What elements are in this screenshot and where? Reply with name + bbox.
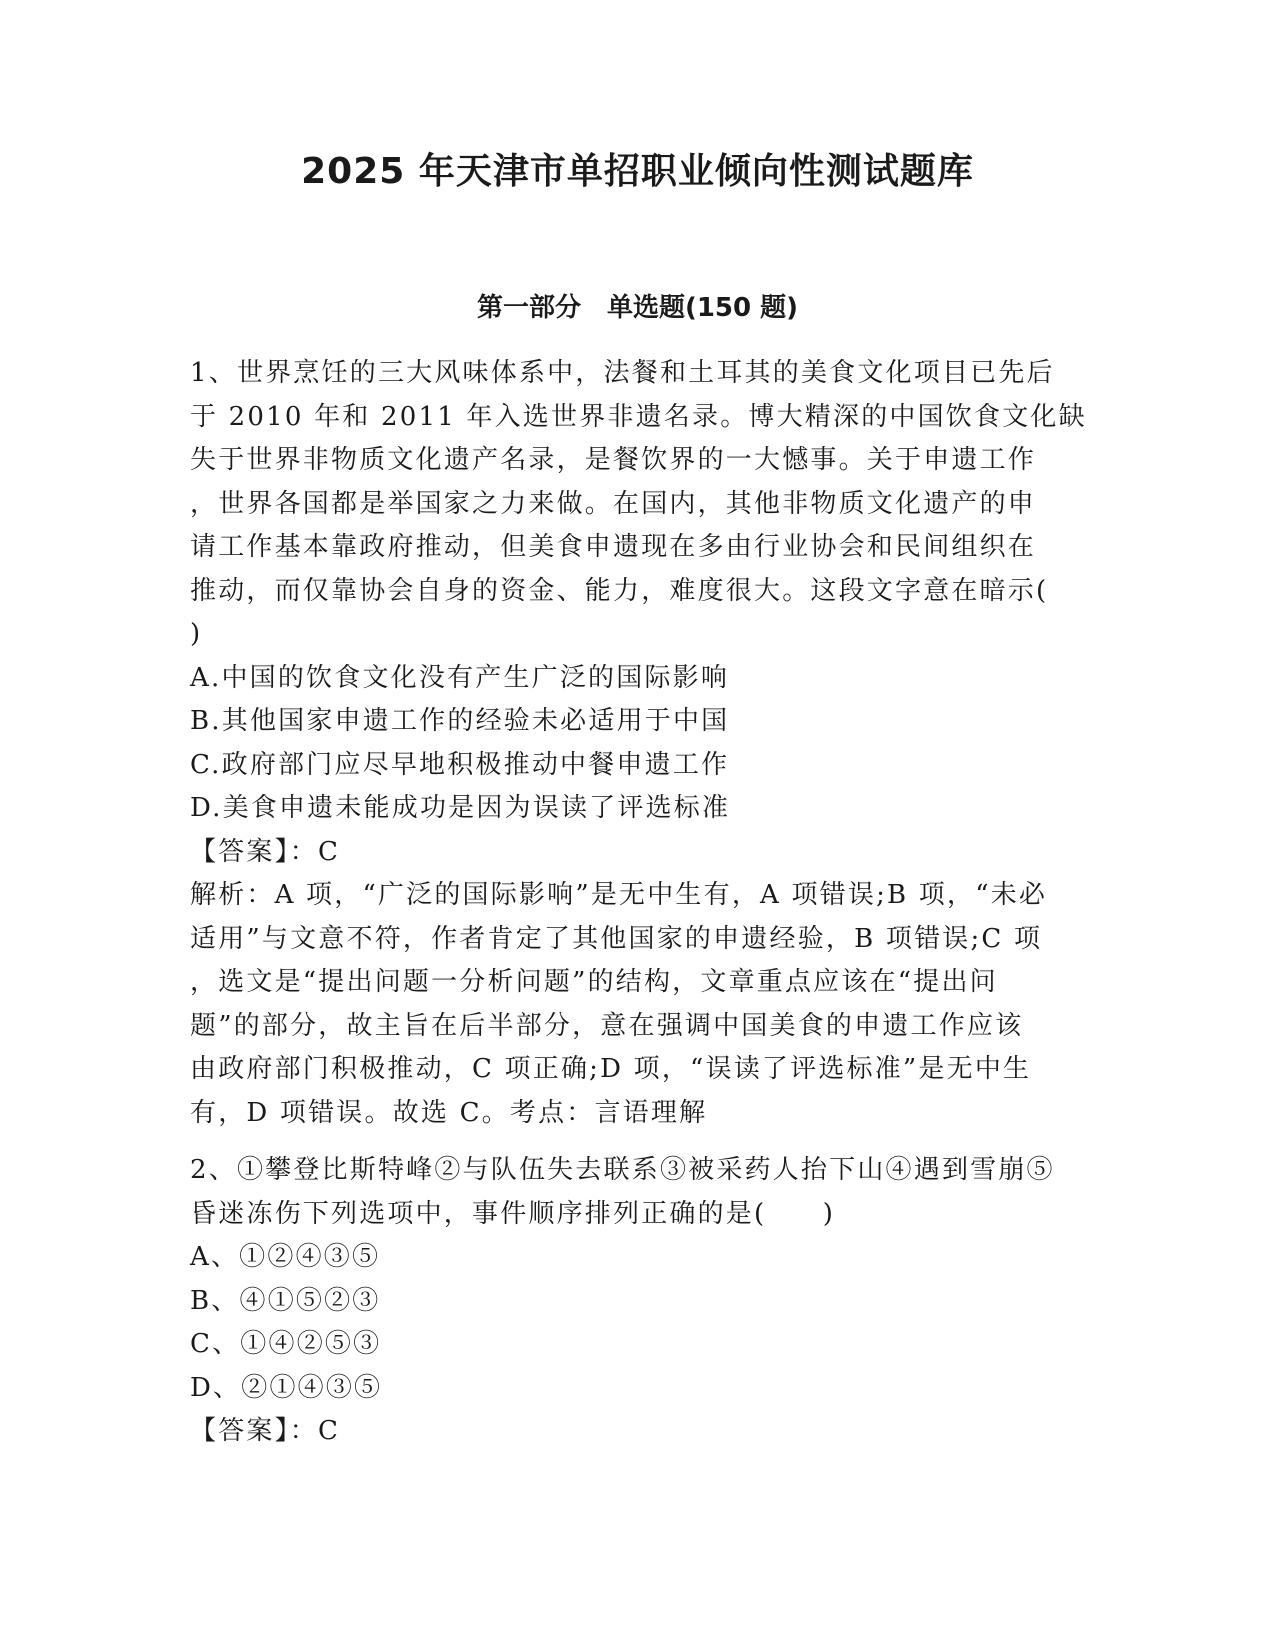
question-stem-line: 1、世界烹饪的三大风味体系中，法餐和土耳其的美食文化项目已先后 (190, 358, 1055, 388)
explanation-line: 题”的部分，故主旨在后半部分，意在强调中国美食的申遗工作应该 (190, 1010, 1024, 1041)
answer-key: 【答案】：C (190, 1416, 341, 1446)
question-2 (190, 1149, 1090, 1454)
question-stem (190, 352, 1090, 657)
explanation-line: ，选文是“提出问题一分析问题”的结构，文章重点应该在“提出问 (190, 967, 998, 997)
answer-options (190, 1236, 1090, 1410)
questions-container (190, 352, 1090, 1454)
section-heading: 第一部分 单选题(150 题) (476, 293, 799, 323)
question-stem-line: 推动，而仅靠协会自身的资金、能力，难度很大。这段文字意在暗示( (190, 575, 1049, 606)
document-title: 2025 年天津市单招职业倾向性测试题库 (301, 151, 974, 192)
question-stem-line: 昏迷冻伤下列选项中，事件顺序排列正确的是( ) (190, 1198, 836, 1229)
question-1 (190, 352, 1090, 1135)
option-b: B.其他国家申遗工作的经验未必适用于中国 (190, 706, 730, 736)
option-a: A.中国的饮食文化没有产生广泛的国际影响 (190, 662, 730, 693)
answer-options (190, 657, 1090, 831)
answer-key: 【答案】：C (190, 836, 341, 867)
option-c: C.政府部门应尽早地积极推动中餐申遗工作 (190, 749, 730, 780)
option-a: A、①②④③⑤ (190, 1242, 381, 1272)
explanation-line: 适用”与文意不符，作者肯定了其他国家的申遗经验，B 项错误;C 项 (190, 923, 1043, 954)
question-stem (190, 1149, 1090, 1236)
question-stem-line: 请工作基本靠政府推动，但美食申遗现在多由行业协会和民间组织在 (190, 532, 1037, 562)
question-stem-line: ) (190, 619, 203, 649)
option-d: D.美食申遗未能成功是因为误读了评选标准 (190, 793, 731, 823)
explanation-line: 由政府部门积极推动，C 项正确;D 项，“误读了评选标准”是无中生 (190, 1054, 1032, 1084)
explanation (190, 874, 1090, 1135)
explanation-line: 解析：A 项，“广泛的国际影响”是无中生有，A 项错误;B 项，“未必 (190, 880, 1048, 910)
option-b: B、④①⑤②③ (190, 1285, 381, 1316)
question-stem-line: 于 2010 年和 2011 年入选世界非遗名录。博大精深的中国饮食文化缺 (190, 401, 1087, 432)
question-stem-line: 失于世界非物质文化遗产名录，是餐饮界的一大憾事。关于申遗工作 (190, 445, 1037, 475)
question-stem-line: ，世界各国都是举国家之力来做。在国内，其他非物质文化遗产的申 (190, 488, 1037, 519)
option-c: C、①④②⑤③ (190, 1329, 382, 1359)
explanation-line: 有，D 项错误。故选 C。考点：言语理解 (190, 1097, 708, 1128)
option-d: D、②①④③⑤ (190, 1372, 383, 1403)
question-stem-line: 2、①攀登比斯特峰②与队伍失去联系③被采药人抬下山④遇到雪崩⑤ (190, 1155, 1055, 1185)
